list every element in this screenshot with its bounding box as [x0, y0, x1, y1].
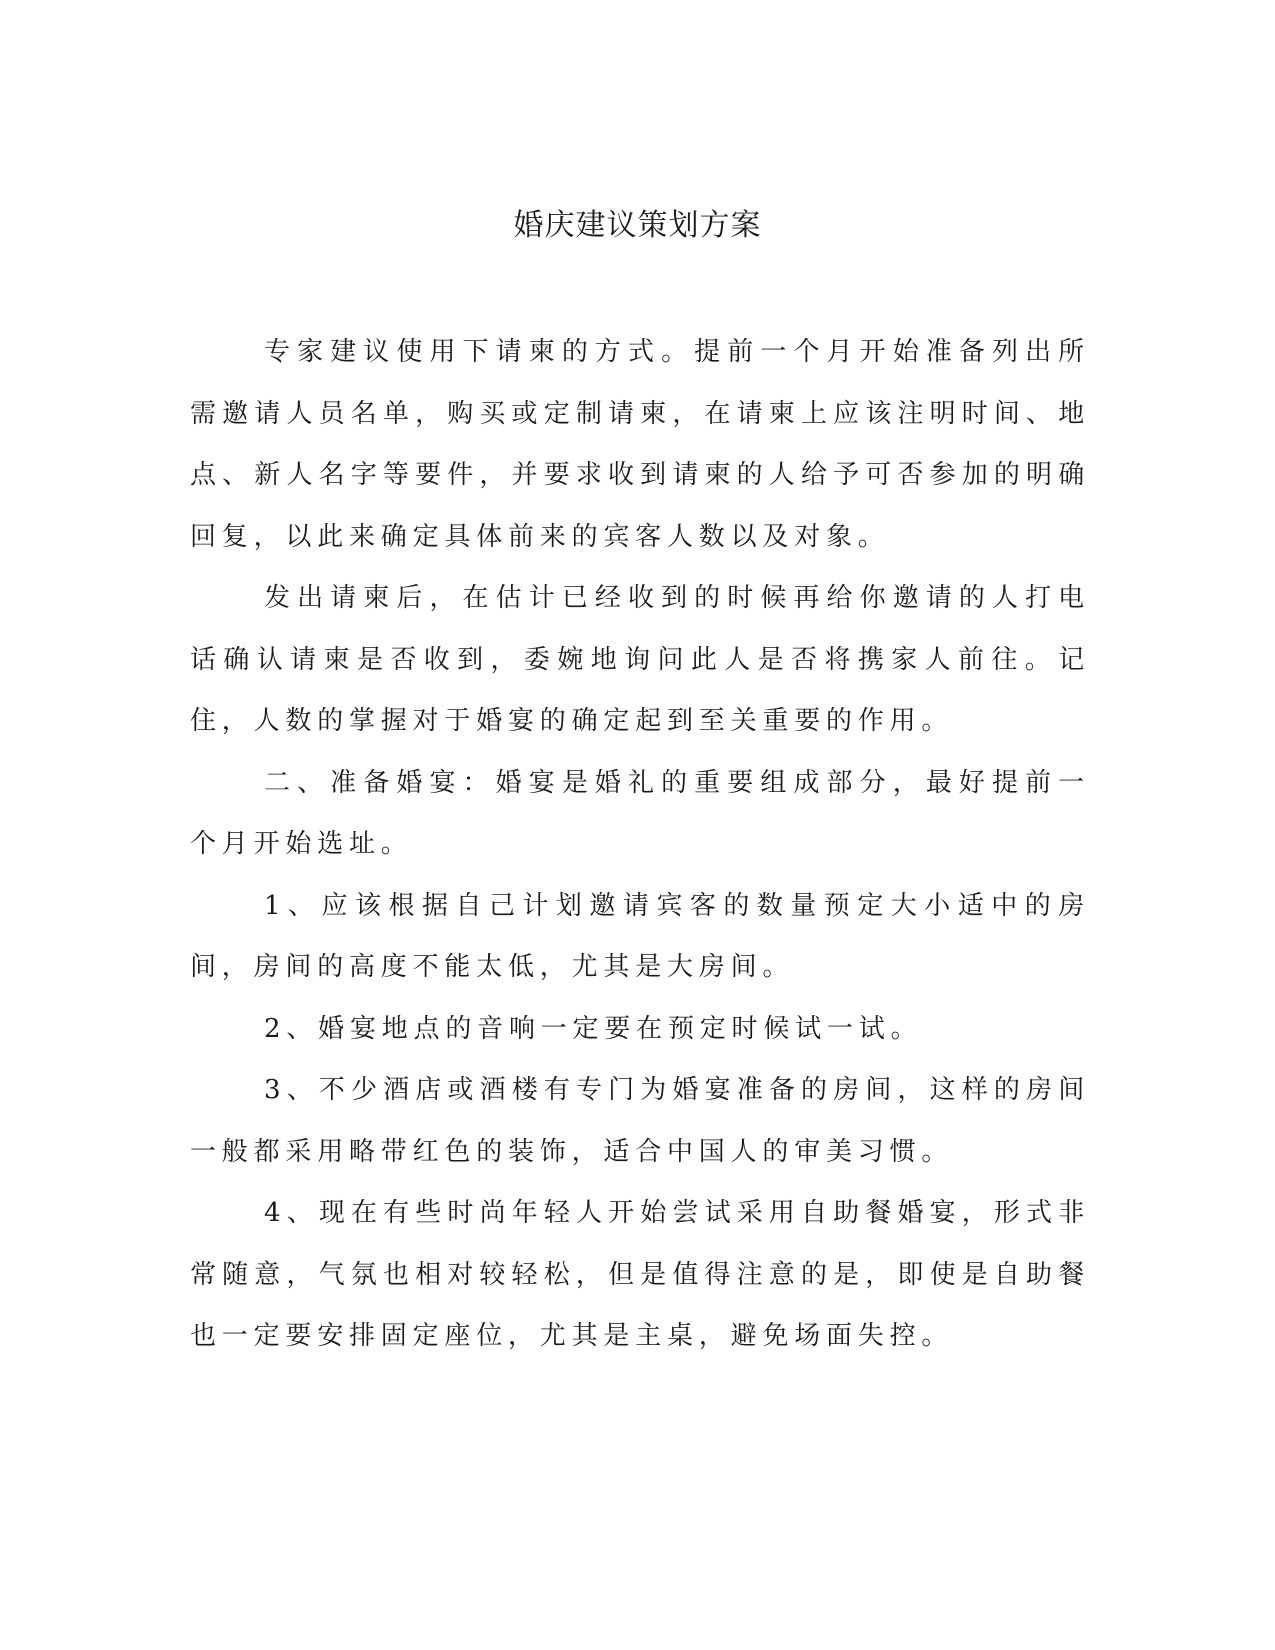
paragraph-item-3: 3、不少酒店或酒楼有专门为婚宴准备的房间，这样的房间一般都采用略带红色的装饰，适合中国人的审美习惯。 — [190, 1075, 1090, 1167]
paragraph-invitations: 专家建议使用下请柬的方式。提前一个月开始准备列出所需邀请人员名单，购买或定制请柬，在请柬上应该注明时间、地点、新人名字等要件，并要求收到请柬的人给予可否参加的明确回复，以此来确定具体前来的宾客人数以及对象。 — [190, 337, 1090, 552]
document-body — [190, 322, 1090, 1368]
paragraph-item-1: 1、应该根据自己计划邀请宾客的数量预定大小适中的房间，房间的高度不能太低，尤其是大房间。 — [190, 890, 1090, 982]
paragraph-confirm-guests: 发出请柬后，在估计已经收到的时候再给你邀请的人打电话确认请柬是否收到，委婉地询问此人是否将携家人前往。记住，人数的掌握对于婚宴的确定起到至关重要的作用。 — [190, 583, 1090, 736]
document-title: 婚庆建议策划方案 — [513, 208, 762, 243]
paragraph-item-4: 4、现在有些时尚年轻人开始尝试采用自助餐婚宴，形式非常随意，气氛也相对较轻松，但是值得注意的是，即使是自助餐也一定要安排固定座位，尤其是主桌，避免场面失控。 — [190, 1198, 1090, 1351]
paragraph-item-2: 2、婚宴地点的音响一定要在预定时候试一试。 — [264, 1013, 923, 1044]
paragraph-prepare-banquet: 二、准备婚宴：婚宴是婚礼的重要组成部分，最好提前一个月开始选址。 — [190, 767, 1090, 859]
